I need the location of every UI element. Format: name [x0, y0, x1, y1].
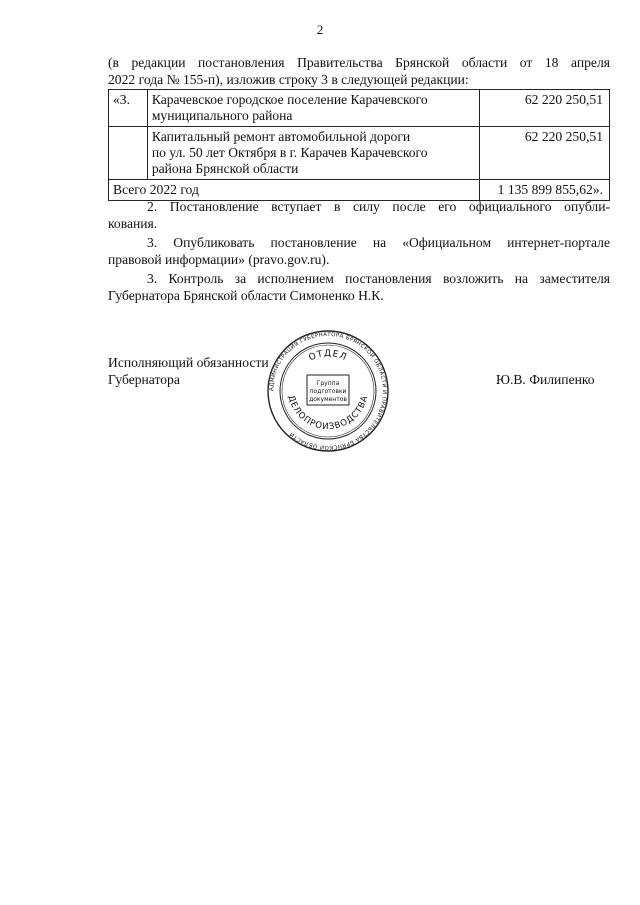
table-row: [109, 127, 610, 180]
paragraph-2-line-1: 2. Постановление вступает в силу после его официального опубли-: [147, 199, 610, 214]
svg-text:ОТДЕЛ: [307, 349, 348, 363]
total-amount: 1 135 899 855,62».: [479, 180, 609, 201]
table-row: [109, 90, 610, 127]
stamp-ring-text: АДМИНИСТРАЦИЯ ГУБЕРНАТОРА БРЯНСКОЙ ОБЛАСТИ И ПРАВИТЕЛЬСТВА БРЯНСКОЙ ОБЛАСТИ: [268, 331, 388, 451]
row-number: [109, 127, 148, 180]
row-name-line: Капитальный ремонт автомобильной дороги: [151, 129, 411, 144]
total-label: Всего 2022 год: [109, 180, 480, 201]
paragraph-4-line-2: Губернатора Брянской области Симоненко Н.К.: [108, 288, 384, 303]
office-stamp: [266, 329, 390, 453]
row-amount: 62 220 250,51: [479, 127, 609, 180]
amendment-table: [108, 89, 610, 201]
stamp-arc-bottom: ДЕЛОПРОИЗВОДСТВА: [285, 394, 371, 433]
paragraph-3-line-1: 3. Опубликовать постановление на «Официальном интернет-портале: [147, 235, 610, 250]
row-amount: 62 220 250,51: [479, 90, 609, 127]
paragraph-3-line-2: правовой информации» (pravo.gov.ru).: [108, 252, 330, 267]
paragraph-4-line-1: 3. Контроль за исполнением постановления возложить на заместителя: [147, 271, 610, 286]
row-name-line: Карачевское городское поселение Карачевского: [151, 92, 428, 107]
intro-line-2: 2022 года № 155-п), изложив строку 3 в следующей редакции:: [108, 72, 469, 87]
signature-name: Ю.В. Филипенко: [496, 372, 595, 387]
row-name: [147, 90, 479, 127]
row-number: «3.: [109, 90, 148, 127]
signature-position-line-2: Губернатора: [108, 372, 180, 387]
intro-line-1: (в редакции постановления Правительства Брянской области от 18 апреля: [108, 55, 610, 70]
paragraph-2-line-2: кования.: [108, 216, 158, 231]
signature-position-line-1: Исполняющий обязанности: [108, 355, 269, 370]
row-name: [147, 127, 479, 180]
stamp-center-line: Группа: [316, 380, 340, 387]
row-name-line: муниципального района: [151, 108, 293, 123]
stamp-arc-top: ОТДЕЛ: [307, 348, 349, 364]
row-name-line: по ул. 50 лет Октября в г. Карачев Карачевского: [151, 145, 428, 160]
page-number: 2: [316, 22, 324, 37]
row-name-line: района Брянской области: [151, 161, 299, 176]
stamp-center-line: подготовки: [309, 388, 347, 395]
stamp-center-line: документов: [309, 396, 347, 403]
